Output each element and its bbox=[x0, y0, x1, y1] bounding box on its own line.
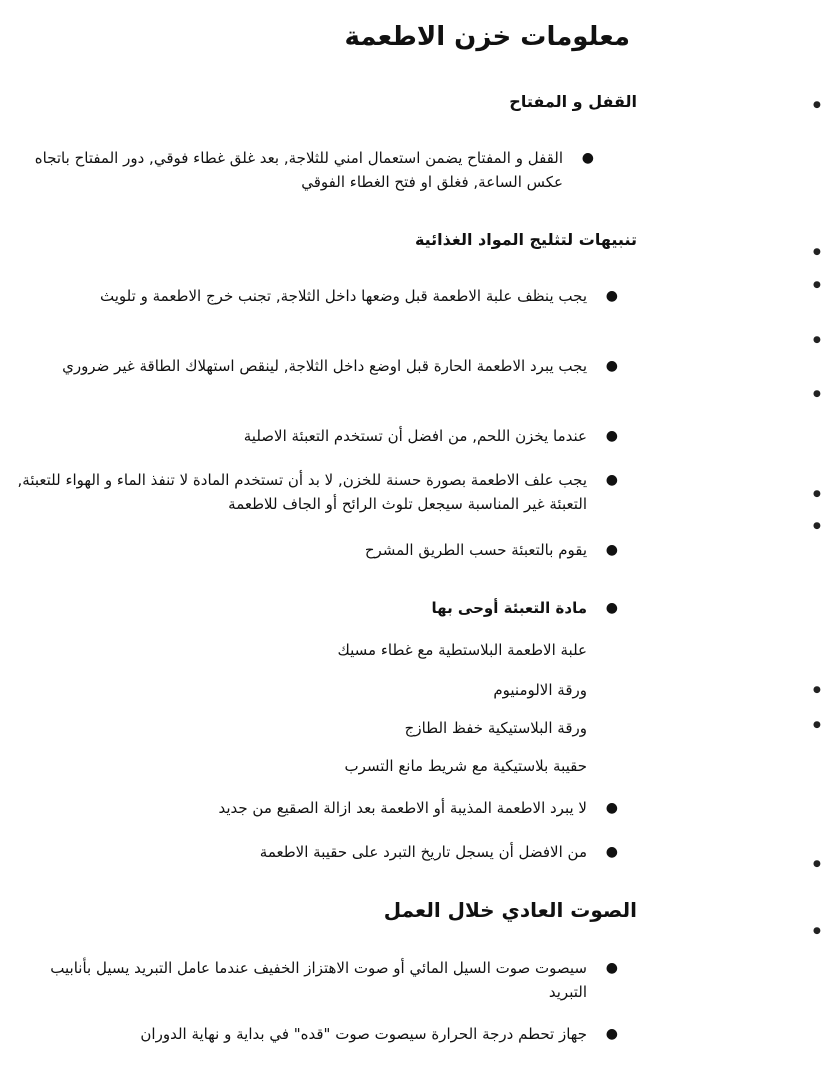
packaging-material: علبة الاطعمة البلاستطية مع غطاء مسيك bbox=[337, 641, 587, 659]
bullet-dot-icon: ● bbox=[605, 428, 618, 444]
margin-dot-icon: ● bbox=[813, 720, 821, 730]
bullet-dot-icon: ● bbox=[605, 288, 618, 304]
list-item-text: يقوم بالتعبئة حسب الطريق المشرح bbox=[364, 541, 587, 559]
bullet-dot-icon: ● bbox=[605, 542, 618, 558]
bullet-dot-icon: ● bbox=[605, 472, 618, 488]
list-item-text: لا يبرد الاطعمة المذيبة أو الاطعمة بعد ازالة الصقيع من جديد bbox=[218, 799, 587, 817]
bullet-dot-icon: ● bbox=[605, 1026, 618, 1042]
list-item bbox=[12, 468, 618, 516]
margin-dot-icon: ● bbox=[813, 521, 821, 531]
bullet-dot-icon: ● bbox=[605, 844, 618, 860]
list-item bbox=[12, 1022, 618, 1046]
margin-dot-icon: ● bbox=[813, 280, 821, 290]
margin-dot-icon: ● bbox=[813, 685, 821, 695]
list-item-text: جهاز تحطم درجة الحرارة سيصوت صوت "قده" في بداية و نهاية الدوران bbox=[140, 1025, 587, 1043]
list-item bbox=[12, 796, 618, 820]
list-item-packaging-heading bbox=[12, 596, 618, 620]
list-item bbox=[12, 284, 618, 308]
packaging-material: ورقة الالومنيوم bbox=[493, 681, 587, 699]
list-item-text: يجب علف الاطعمة بصورة حسنة للخزن, لا بد أن تستخدم المادة لا تنفذ الماء و الهواء للتعبئة, التعبئة غير المناسبة سيجعل تلوث الرائح أو الجاف للاطعمة bbox=[17, 471, 587, 513]
list-item bbox=[23, 146, 594, 194]
margin-dot-icon: ● bbox=[813, 335, 821, 345]
list-item-text: يجب ينظف علبة الاطعمة قبل وضعها داخل الثلاجة, تجنب خرج الاطعمة و تلويث bbox=[100, 287, 587, 305]
list-item bbox=[12, 538, 618, 562]
list-item bbox=[12, 956, 618, 1004]
margin-dot-icon: ● bbox=[813, 489, 821, 499]
list-item bbox=[12, 424, 618, 448]
bullet-dot-icon: ● bbox=[581, 150, 594, 166]
bullet-dot-icon: ● bbox=[605, 800, 618, 816]
margin-dot-icon: ● bbox=[813, 100, 821, 110]
margin-dot-icon: ● bbox=[813, 389, 821, 399]
list-item-text: سيصوت صوت السيل المائي أو صوت الاهتزاز الخفيف عندما عامل التبريد يسيل بأنابيب التبريد bbox=[50, 959, 587, 1001]
list-item-text: عندما يخزن اللحم, من افضل أن تستخدم التعبئة الاصلية bbox=[243, 427, 587, 445]
bullet-dot-icon: ● bbox=[605, 358, 618, 374]
bullet-dot-icon: ● bbox=[605, 600, 618, 616]
bullet-dot-icon: ● bbox=[605, 960, 618, 976]
section-heading-freezing: تنبيهات لتثليج المواد الغذائية bbox=[414, 230, 637, 249]
margin-dot-icon: ● bbox=[813, 247, 821, 257]
section-heading-sound: الصوت العادي خلال العمل bbox=[383, 898, 637, 922]
packaging-material: حقيبة بلاستيكية مع شريط مانع التسرب bbox=[344, 757, 587, 775]
list-item bbox=[12, 354, 618, 378]
list-item-text: يجب يبرد الاطعمة الحارة قبل اوضع داخل الثلاجة, لينقص استهلاك الطاقة غير ضروري bbox=[62, 357, 587, 375]
section-heading-lock: القفل و المفتاح bbox=[509, 92, 637, 111]
margin-dot-icon: ● bbox=[813, 926, 821, 936]
margin-dot-icon: ● bbox=[813, 859, 821, 869]
list-item-text: من الافضل أن يسجل تاريخ التبرد على حقيبة الاطعمة bbox=[259, 843, 587, 861]
page-title: معلومات خزن الاطعمة bbox=[344, 22, 630, 52]
packaging-heading: مادة التعبئة أوحى بها bbox=[431, 599, 587, 617]
packaging-material: ورقة البلاستيكية خفظ الطازج bbox=[404, 719, 587, 737]
list-item-text: القفل و المفتاح يضمن استعمال امني للثلاجة, بعد غلق غطاء فوقي, دور المفتاح باتجاه عكس الساعة, فغلق او فتح الغطاء الفوقي bbox=[34, 149, 563, 191]
list-item bbox=[12, 840, 618, 864]
